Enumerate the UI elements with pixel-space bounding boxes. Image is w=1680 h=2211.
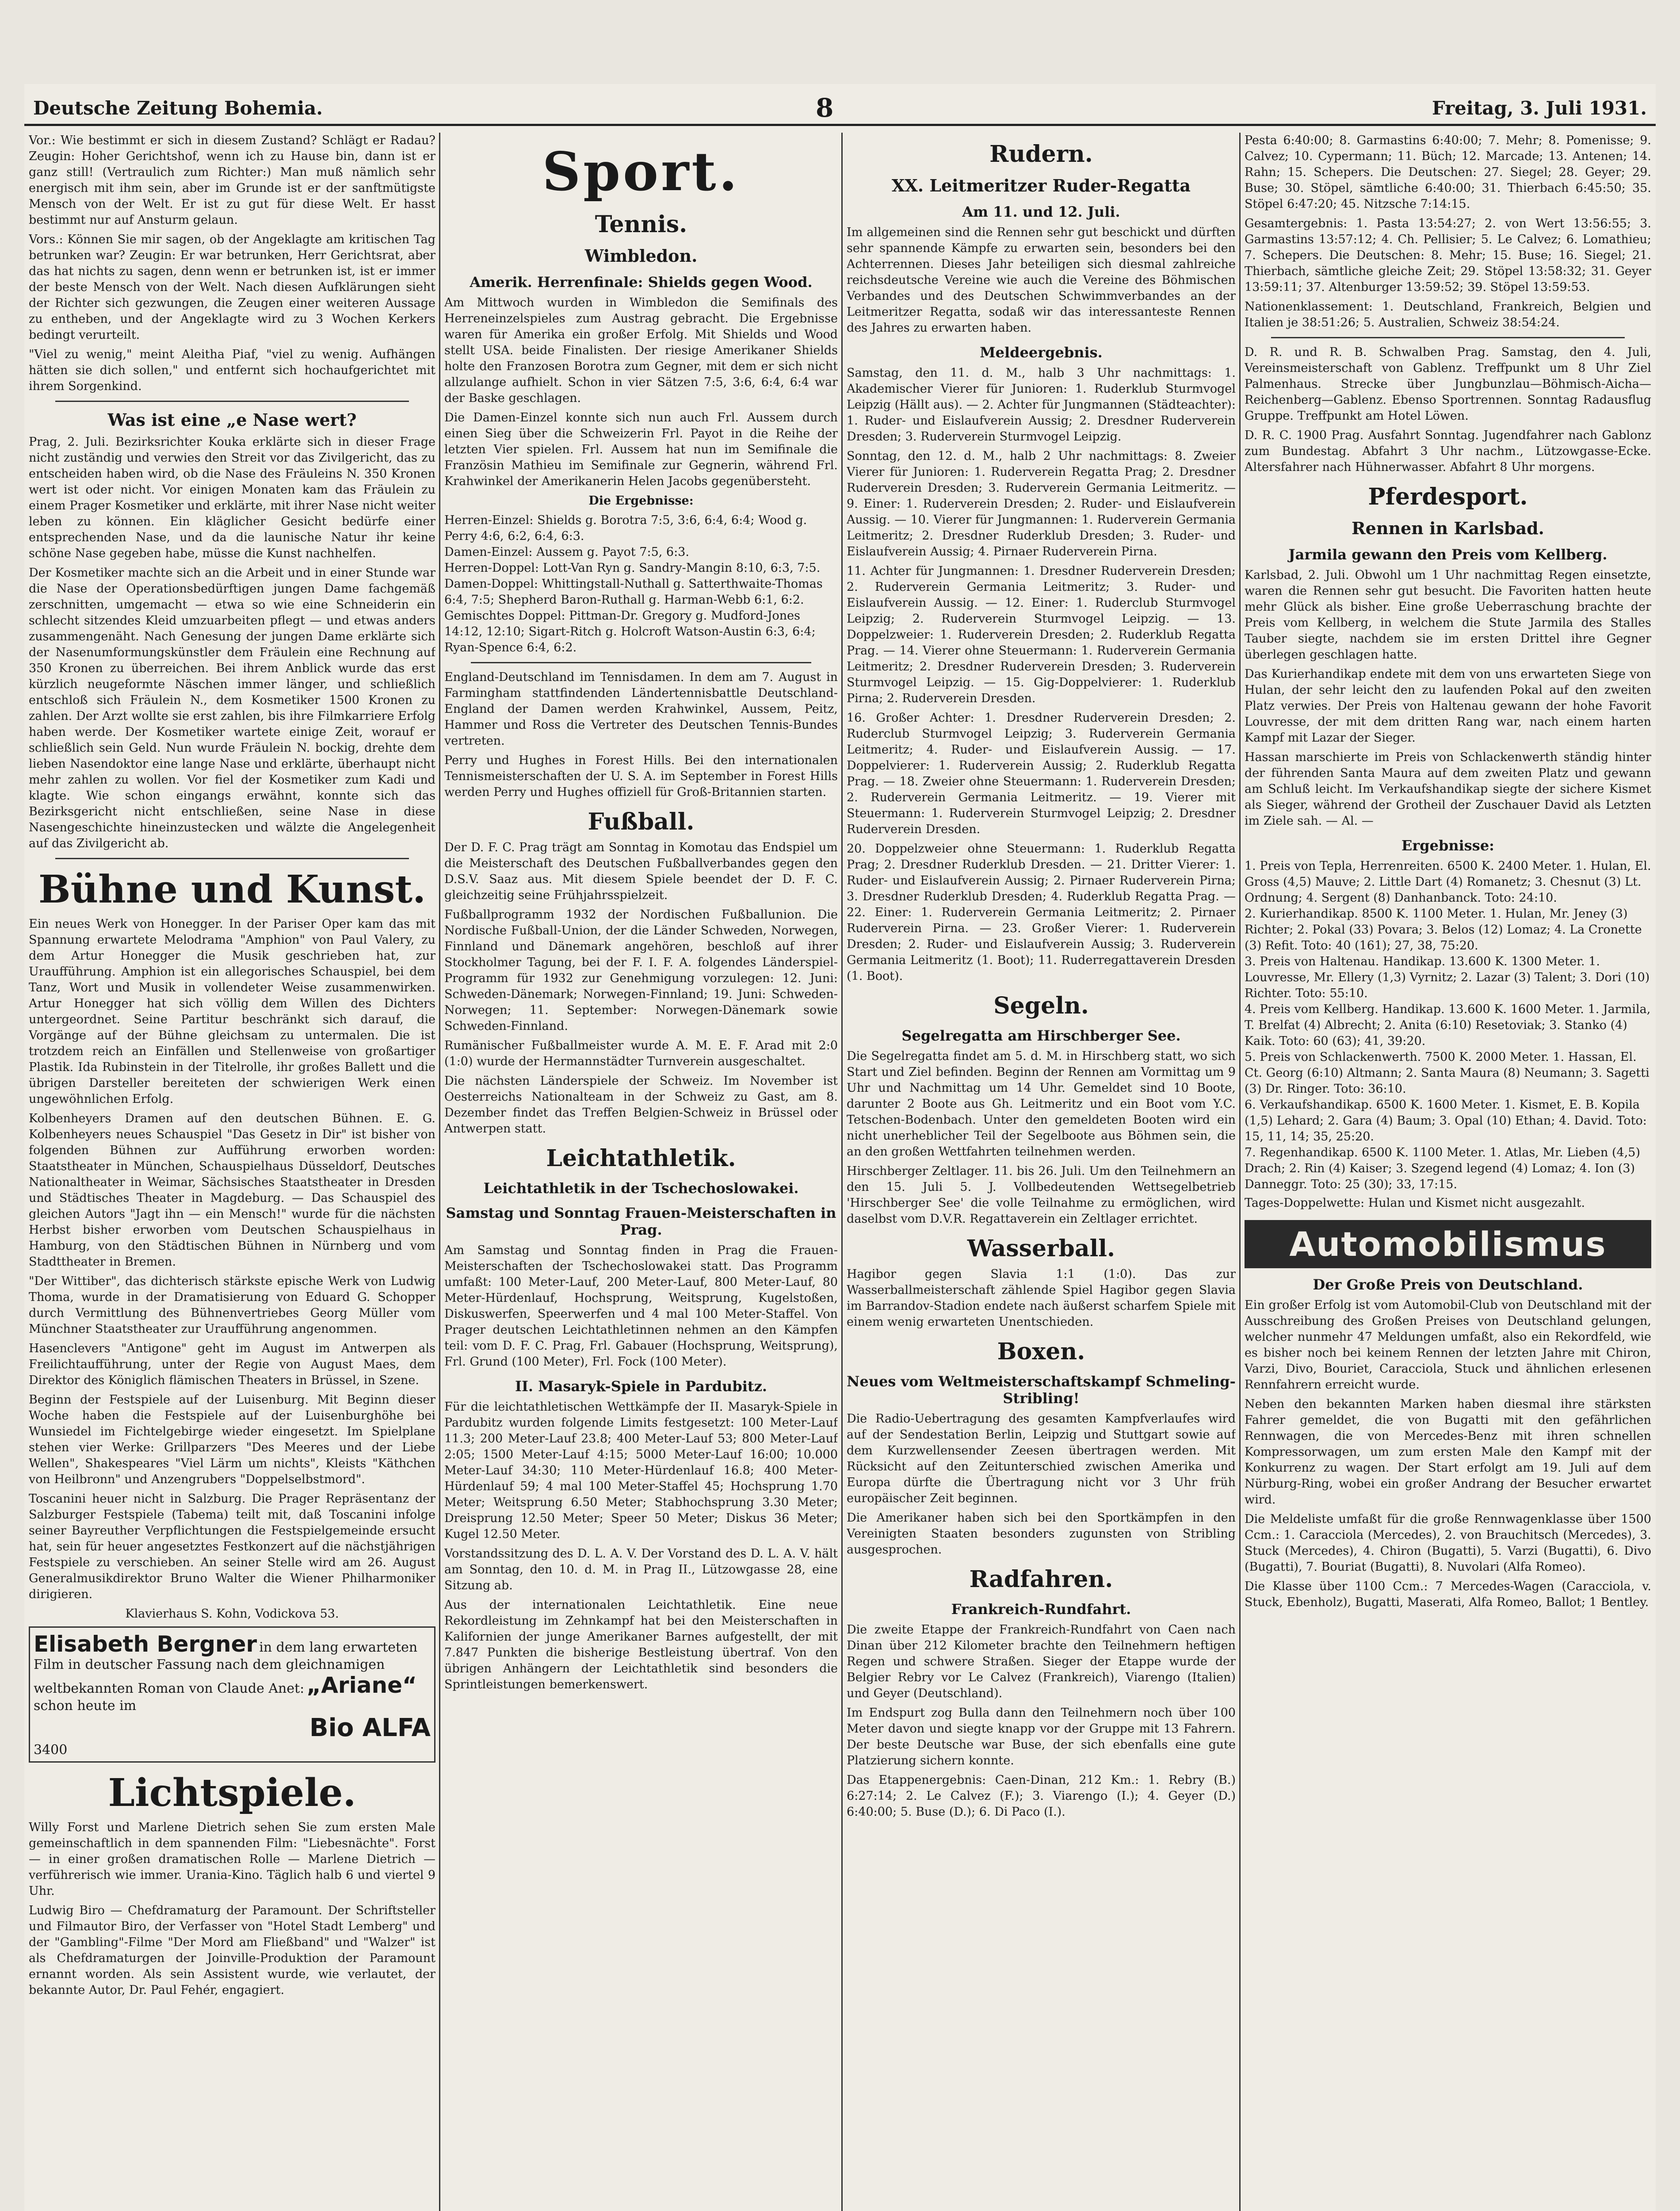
heading-segeln: Segeln. [993,992,1089,1019]
result-line: Tages-Doppelwette: Hulan und Kismet nicht ausgezahlt. [1245,1196,1585,1210]
advert-cinema: Bio ALFA [309,1714,431,1742]
subheading: Leichtathletik in der Tschechoslowakei. [483,1180,799,1197]
heading-regatta: XX. Leitmeritzer Ruder-Regatta [891,176,1191,195]
heading-tennis: Tennis. [595,211,687,238]
article-paragraph: D. R. C. 1900 Prag. Ausfahrt Sonntag. Jugendfahrer nach Gablonz zum Bundestag. Abfahrt 3 Uhr nachm., Lützowgasse-Ecke. Altersfahrer nach Hühnerwasser. Abfahrt 8 Uhr morgens. [1245,428,1651,474]
article-paragraph: Die Segelregatta findet am 5. d. M. in Hirschberg statt, wo sich Start und Ziel befinden. Beginn der Rennen am Vormittag um 9 Uhr und Nachmittag um 14 Uhr. Gemeldet sind 10 Boote, darunter 2 Boote aus Gh. Leitmeritz und ein Boot vom Y.C. Tetschen-Bodenbach. Unter den gemeldeten Booten wird ein nicht unerheblicher Teil der Segelboote aus Böhmen sein, die an den großen Wettfahrten teilnehmen werden. [847,1049,1236,1159]
heading-fussball: Fußball. [588,808,695,835]
heading-boxen: Boxen. [997,1338,1085,1365]
small-advert: Klavierhaus S. Kohn, Vodickova 53. [125,1607,339,1621]
article-paragraph: Vors.: Können Sie mir sagen, ob der Angeklagte am kritischen Tag betrunken war? Zeugin: Er war betrunken, Herr Gerichtsrat, aber das hat nichts zu sagen, denn wenn er betrunken ist, ist er immer der beste Mensch von der Welt. Nach diesen Aufklärungen sieht der Richter sich gezwungen, die Zeugen einer weiteren Aussage zu entheben, und der Angeklagte wird zu 3 Wochen Kerkers bedingt verurteilt. [29,233,435,342]
section-title-sport: Sport. [542,141,740,203]
advert-text: in dem lang erwarteten Film in deutscher Fassung nach dem gleichnamigen weltbekannten Roman von Claude Anet: [34,1640,418,1696]
article-paragraph: Die Klasse über 1100 Ccm.: 7 Mercedes-Wagen (Caracciola, v. Stuck, Ebenholz), Bugatti, Maserati, Alfa Romeo, Ballot; 1 Bentley. [1245,1580,1651,1609]
divider [1271,337,1625,338]
result-line: 1. Preis von Tepla, Herrenreiten. 6500 K. 2400 Meter. 1. Hulan, El. Gross (4,5) Mauve; 2. Little Dart (4) Romanetz; 3. Chesnut (3) Lt. Ordnung; 4. Sergent (8) Danhanbanck. Toto: 24:10. [1245,859,1651,905]
article-paragraph: Pesta 6:40:00; 8. Garmastins 6:40:00; 7. Mehr; 8. Pomenisse; 9. Calvez; 10. Cypermann; 11. Büch; 12. Marcade; 13. Antenen; 14. Rahn; 15. Schepers. Die Deutschen: 27. Siegel; 28. Geyer; 29. Buse; 30. Stöpel, sämtliche 6:40:00; 31. Thierbach 6:45:50; 35. Stöpel 6:47:20; 45. Nitzsche 7:14:15. [1245,134,1651,211]
heading-date: Am 11. und 12. Juli. [962,203,1120,220]
headline-nose: Was ist eine „e Nase wert? [107,410,357,430]
article-paragraph: Das Etappenergebnis: Caen-Dinan, 212 Km.: 1. Rebry (B.) 6:27:14; 2. Le Calvez (F.); 3. Viarengo (I.); 4. Geyer (D.) 6:40:00; 5. Buse (D.); 6. Di Paco (I.). [847,1773,1236,1819]
article-paragraph: Gesamtergebnis: 1. Pasta 13:54:27; 2. von Wert 13:56:55; 3. Garmastins 13:57:12; 4. Ch. Pellisier; 5. Le Calvez; 6. Lomathieu; 7. Schepers. Die Deutschen: 8. Mehr; 15. Buse; 16. Siegel; 21. Thierbach, sämtliche gleiche Zeit; 29. Stöpel 13:58:32; 31. Geyer 13:59:11; 37. Altenburger 13:59:52; 39. Stöpel 13:59:53. [1245,217,1651,294]
article-paragraph: Hassan marschierte im Preis von Schlackenwerth ständig hinter der führenden Santa Maura auf dem zweiten Platz und gewann am Schluß leicht. Im Verkaufshandikap siegte der sichere Kismet als Sieger, während der Grotheil der Zuschauer David als Letzten im Ziele sah. — Al. — [1245,750,1651,828]
heading-rudern: Rudern. [989,141,1093,168]
article-paragraph: Ein neues Werk von Honegger. In der Pariser Oper kam das mit Spannung erwartete Melodrama "Amphion" von Paul Valery, zu dem Artur Honegger die Musik geschrieben hat, zur Uraufführung. Amphion ist ein allegorisches Schauspiel, bei dem Tanz, Wort und Musik in vollendeter Weise zusammenwirken. Artur Honegger hat sich völlig dem Willen des Dichters untergeordnet. Seine Partitur beschränkt sich darauf, die Vorgänge auf der Bühne gleichsam zu untermalen. Die ist trotzdem reich an Einfällen und Stellenweise von großartiger Plastik. Ida Rubinstein in der Titelrolle, ihr großes Ballett und die übrigen Darsteller bereiteten der schwierigen Werk einen ungewöhnlichen Erfolg. [29,917,435,1106]
issue-date: Freitag, 3. Juli 1931. [1432,97,1647,119]
article-paragraph: Die zweite Etappe der Frankreich-Rundfahrt von Caen nach Dinan über 212 Kilometer brachte den Teilnehmern heftigen Regen und schwere Straßen. Sieger der Etappe wurde der Belgier Rebry vor Le Calvez (Frankreich), Viarengo (Italien) und Geyer (Deutschland). [847,1623,1236,1700]
result-line: Herren-Einzel: Shields g. Borotra 7:5, 3:6, 6:4, 6:4; Wood g. Perry 4:6, 6:2, 6:4, 6:3. [444,513,807,543]
article-paragraph: "Viel zu wenig," meint Aleitha Piaf, "viel zu wenig. Aufhängen hätten sie dich sollen," und entfernt sich hochaufgerichtet mit ihrem Sorgenkind. [29,348,435,393]
page-header [24,84,1656,126]
subheading: Samstag und Sonntag Frauen-Meisterschaften in Prag. [446,1205,836,1238]
section-banner-auto: Automobilismus [1245,1220,1651,1268]
divider [55,858,409,859]
heading-leichtathletik: Leichtathletik. [546,1145,736,1172]
article-paragraph: D. R. und R. B. Schwalben Prag. Samstag, den 4. Juli, Vereinsmeisterschaft von Gablenz. Treffpunkt um 8 Uhr Ziel Palmenhaus. Strecke über Jungbunzlau—Böhmisch-Aicha—Reichenberg—Gablenz. Ebenso Sportrennen. Sonntag Radausflug Gruppe. Treffpunkt am Hotel Löwen. [1245,345,1651,423]
result-line: Damen-Einzel: Aussem g. Payot 7:5, 6:3. [444,545,689,559]
subheading: Jarmila gewann den Preis vom Kellberg. [1288,546,1607,563]
article-paragraph: Im Endspurt zog Bulla dann den Teilnehmern noch über 100 Meter davon und siegte knapp vor der Gruppe mit 13 Fahrern. Der beste Deutsche war Buse, der sich ebenfalls eine gute Platzierung sichern konnte. [847,1706,1236,1767]
article-paragraph: Hirschberger Zeltlager. 11. bis 26. Juli. Um den Teilnehmern an den 15. Juli 5. J. Vollbedeutenden Wettsegelbetrieb 'Hirschberger See' die volle Teilnahme zu ermöglichen, wird daselbst vom D.V.R. Regattaverein ein Zeltlager errichtet. [847,1164,1236,1226]
column-4 [1245,133,1651,2211]
article-paragraph: 16. Großer Achter: 1. Dresdner Ruderverein Dresden; 2. Ruderclub Sturmvogel Leipzig; 3. Ruderverein Germania Leitmeritz; 4. Ruder- und Eislaufverein Aussig. — 17. Doppelvierer: 1. Ruderverein Aussig; 2. Ruderklub Regatta Prag. — 18. Zweier ohne Steuermann: 1. Ruderverein Dresden; 2. Ruderverein Germania Leitmeritz. — 19. Vierer mit Steuermann: 1. Ruderverein Sturmvogel Leipzig; 2. Dresdner Ruderverein Dresden. [847,711,1236,836]
article-paragraph: Am Mittwoch wurden in Wimbledon die Semifinals des Herreneinzelspieles zum Austrag gebracht. Die Ergebnisse waren für Amerika ein großer Erfolg. Mit Shields und Wood stellt USA. beide Finalisten. Der riesige Amerikaner Shields holte den Franzosen Borotra zum Gegner, mit dem er sich nicht allzulange aufhielt. Schon in vier Sätzen 7:5, 3:6, 6:4, 6:4 war der Baske geschlagen. [444,296,838,405]
heading-pferdesport: Pferdesport. [1368,483,1528,510]
result-line: 7. Regenhandikap. 6500 K. 1100 Meter. 1. Atlas, Mr. Lieben (4,5) Drach; 2. Rin (4) Kaiser; 3. Szegend legend (4) Lomaz; 4. Ion (3) Danneggr. Toto: 25 (30); 33, 17:15. [1245,1146,1640,1191]
heading-final: Amerik. Herrenfinale: Shields gegen Wood. [470,274,813,291]
article-paragraph: Prag, 2. Juli. Bezirksrichter Kouka erklärte sich in dieser Frage nicht zuständig und verwies den Streit vor das Zivilgericht, das zu entscheiden haben wird, ob die Nase des Fräuleins N. 350 Kronen wert ist oder nicht. Vor einigen Monaten kam das Fräulein zu einem Prager Kosmetiker und erklärte, mit ihrer Nase nicht weiter leben zu können. Ein kläglicher Gesicht bedürfe einer entsprechenden Nase, und da die launische Natur ihr keine schöne Nase gegeben habe, müsse die Kunst nachhelfen. [29,435,435,560]
section-title-buehne: Bühne und Kunst. [38,867,426,912]
article-paragraph: Karlsbad, 2. Juli. Obwohl um 1 Uhr nachmittag Regen einsetzte, waren die Rennen sehr gut besucht. Die Favoriten hatten heute mehr Glück als bisher. Eine große Ueberraschung brachte der Preis vom Kellberg, in welchem die Stute Jarmila des Stalles Tauber siegte, nachdem sie im ersten Drittel ihre Gegner überlegen geschlagen hatte. [1245,568,1651,662]
article-paragraph: Willy Forst und Marlene Dietrich sehen Sie zum ersten Male gemeinschaftlich in dem spannenden Film: "Liebesnächte". Forst — in einer großen dramatischen Rolle — Marlene Dietrich — verführerisch wie immer. Urania-Kino. Täglich halb 6 und viertel 9 Uhr. [29,1821,435,1898]
article-paragraph: Sonntag, den 12. d. M., halb 2 Uhr nachmittags: 8. Zweier Vierer für Junioren: 1. Ruderverein Regatta Prag; 2. Dresdner Ruderverein Dresden; 3. Ruderverein Germania Leitmeritz. — 9. Einer: 1. Ruderverein Dresden; 2. Ruder- und Eislaufverein Aussig. — 10. Vierer für Jungmannen: 1. Ruderverein Germania Leitmeritz; 2. Dresdner Ruderklub Dresden; 3. Ruder- und Eislaufverein Aussig; 4. Pirnaer Ruderverein Pirna. [847,449,1236,558]
article-paragraph: Ludwig Biro — Chefdramaturg der Paramount. Der Schriftsteller und Filmautor Biro, der Verfasser von "Hotel Stadt Lemberg" und der "Gambling"-Filme "Der Mord am Fließband" und "Walzer" ist als Chefdramaturgen der Joinville-Produktion der Paramount ernannt worden. Als sein Assistent wurde, wie verlautet, der bekannte Autor, Dr. Paul Fehér, engagiert. [29,1904,435,1997]
heading-wimbledon: Wimbledon. [584,246,698,266]
advert-film-title: „Ariane“ [306,1672,417,1698]
result-line: 4. Preis vom Kellberg. Handikap. 13.600 K. 1600 Meter. 1. Jarmila, T. Brelfat (4) Albrecht; 2. Anita (6:10) Resetoviak; 3. Stanko (4) Kaik. Toto: 60 (63); 41, 39:20. [1245,1002,1651,1048]
article-paragraph: Die Radio-Uebertragung des gesamten Kampfverlaufes wird auf der Sendestation Berlin, Leipzig und Stuttgart sowie auf dem Kurzwellensender Zeesen übertragen werden. Mit Rücksicht auf den Zeitunterschied zwischen Amerika und Europa dürfte die Übertragung nicht vor 3 Uhr früh europäischer Zeit beginnen. [847,1412,1236,1505]
article-paragraph: Hasenclevers "Antigone" geht im August im Antwerpen als Freilichtaufführung, unter der Regie von August Maes, dem Direktor des Königlich flämischen Theaters in Brüssel, in Szene. [29,1342,435,1387]
column-rule [439,133,440,2211]
heading-wasserball: Wasserball. [967,1235,1115,1262]
column-3 [847,133,1236,2211]
result-line: 2. Kurierhandikap. 8500 K. 1100 Meter. 1. Hulan, Mr. Jeney (3) Richter; 2. Pokal (33) Povara; 3. Belos (12) Lomaz; 4. La Cronette (3) Refit. Toto: 40 (161); 27, 38, 75:20. [1245,907,1642,952]
result-line: 3. Preis von Haltenau. Handikap. 13.600 K. 1300 Meter. 1. Louvresse, Mr. Ellery (1,3) Vyrnitz; 2. Lazar (3) Talent; 3. Dori (10) Richter. Toto: 55:10. [1245,955,1650,1000]
advert-soon: schon heute im [34,1698,137,1714]
article-paragraph: Perry und Hughes in Forest Hills. Bei den internationalen Tennismeisterschaften der U. S. A. im September in Forest Hills werden Perry und Hughes offiziell für Groß-Britannien starten. [444,754,838,799]
divider [55,401,409,402]
result-line: Gemischtes Doppel: Pittman-Dr. Gregory g. Mudford-Jones 14:12, 12:10; Sigart-Ritch g. Holcroft Watson-Austin 6:3, 6:4; Ryan-Spence 6:4, 6:2. [444,609,816,654]
article-paragraph: Im allgemeinen sind die Rennen sehr gut beschickt und dürften sehr spannende Kämpfe zu erwarten sein, besonders bei den Achterrennen. Dieses Jahr beteiligen sich diesmal zahlreiche reichsdeutsche Vereine wie auch die Vereine des Böhmischen Verbandes und des Deutschen Schwimmverbandes an der Leitmeritzer Regatta, sodaß wir das interessanteste Rennen des Jahres zu erwarten haben. [847,226,1236,335]
article-paragraph: 20. Doppelzweier ohne Steuermann: 1. Ruderklub Regatta Prag; 2. Dresdner Ruderklub Dresden. — 21. Dritter Vierer: 1. Ruder- und Eislaufverein Aussig; 2. Pirnaer Ruderverein Pirna; 3. Dresdner Ruderklub Dresden; 4. Ruderklub Regatta Prag. — 22. Einer: 1. Ruderverein Germania Leitmeritz; 2. Pirnaer Ruderverein Pirna. — 23. Großer Vierer: 1. Ruderverein Dresden; 2. Ruder- und Eislaufverein Aussig; 3. Ruderverein Germania Leitmeritz (1. Boot); 11. Ruderregattaverein Dresden (1. Boot). [847,842,1236,983]
subheading: Frankreich-Rundfahrt. [951,1601,1131,1618]
article-paragraph: Toscanini heuer nicht in Salzburg. Die Prager Repräsentanz der Salzburger Festspiele (Tabema) teilt mit, daß Toscanini infolge seiner Bayreuther Verpflichtungen die Festspielgemeinde ersucht hat, sein für heuer angesetztes Festkonzert auf die nächstjährigen Festspiele zu verschieben. An seiner Stelle wird am 26. August Generalmusikdirektor Bruno Walter die Wiener Philharmoniker dirigieren. [29,1492,435,1601]
article-paragraph: Am Samstag und Sonntag finden in Prag die Frauen-Meisterschaften der Tschechoslowakei statt. Das Programm umfaßt: 100 Meter-Lauf, 200 Meter-Lauf, 800 Meter-Lauf, 80 Meter-Hürdenlauf, Hochsprung, Weitsprung, Kugelstoßen, Diskuswerfen, Speerwerfen und 4 mal 100 Meter-Staffel. Von Prager deutschen Leichtathletinnen nehmen an den Kämpfen teil: vom D. F. C. Prag, Frl. Gabauer (Hochsprung, Weitsprung), Frl. Grund (100 Meter), Frl. Fock (100 Meter). [444,1243,838,1369]
article-paragraph: Ein großer Erfolg ist vom Automobil-Club von Deutschland mit der Ausschreibung des Großen Preises von Deutschland gelungen, welcher nunmehr 47 Meldungen umfaßt, also ein Rekordfeld, wie es bisher noch bei keinem Rennen der letzten Jahre mit Chiron, Varzi, Divo, Bouriet, Caracciola, Stuck und ähnlichen erlesenen Rennfahrern erreicht wurde. [1245,1298,1651,1392]
article-paragraph: Die Damen-Einzel konnte sich nun auch Frl. Aussem durch einen Sieg über die Schweizerin Frl. Payot in die Reihe der letzten Vier spielen. Frl. Aussem hat nun im Semifinale die Französin Mathieu im Semifinale zur Gegnerin, während Frl. Krahwinkel der Amerikanerin Helen Jacobs gegenübersteht. [444,411,838,488]
result-line: 6. Verkaufshandikap. 6500 K. 1600 Meter. 1. Kismet, E. B. Kopila (1,5) Lehard; 2. Gara (4) Baum; 3. Opal (10) Ethan; 4. David. Toto: 15, 11, 14; 35, 25:20. [1245,1098,1647,1144]
article-paragraph: Die Meldeliste umfaßt für die große Rennwagenklasse über 1500 Ccm.: 1. Caracciola (Mercedes), 2. von Brauchitsch (Mercedes), 3. Stuck (Mercedes), 4. Chiron (Bugatti), 5. Varzi (Bugatti), 6. Divo (Bugatti), 7. Bouriat (Bugatti), 8. Nuvolari (Alfa Romeo). [1245,1512,1651,1574]
article-paragraph: Die nächsten Länderspiele der Schweiz. Im November ist Oesterreichs Nationalteam in der Schweiz zu Gast, am 8. Dezember findet das Treffen Belgien-Schweiz in Brüssel oder Antwerpen statt. [444,1074,838,1136]
article-paragraph: Der D. F. C. Prag trägt am Sonntag in Komotau das Endspiel um die Meisterschaft des Deutschen Fußballverbandes gegen den D.S.V. Saaz aus. Mit diesem Spiele beendet der D. F. C. gleichzeitig seine Frühjahrsspielzeit. [444,841,838,902]
divider [471,662,811,663]
article-paragraph: Hagibor gegen Slavia 1:1 (1:0). Das zur Wasserballmeisterschaft zählende Spiel Hagibor gegen Slavia im Barrandov-Stadion endete nach äußerst scharfem Spiele mit einem wenig erwarteten Unentschieden. [847,1267,1236,1329]
subheading: Neues vom Weltmeisterschaftskampf Schmeling-Stribling! [847,1373,1236,1407]
subheading: Segelregatta am Hirschberger See. [901,1027,1181,1044]
article-paragraph: Neben den bekannten Marken haben diesmal ihre stärksten Fahrer gemeldet, die von Bugatti mit den gefährlichen Rennwagen, die von Mercedes-Benz mit ihren schnellen Kompressorwagen, um zum ersten Male den Kampf mit der Konkurrenz zu wagen. Der Start erfolgt am 19. Juli auf dem Nürburg-Ring, wobei ein großer Andrang der Besucher erwartet wird. [1245,1397,1651,1507]
article-paragraph: Vorstandssitzung des D. L. A. V. Der Vorstand des D. L. A. V. hält am Sonntag, den 10. d. M. in Prag II., Lützowgasse 28, eine Sitzung ab. [444,1547,838,1592]
result-line: 5. Preis von Schlackenwerth. 7500 K. 2000 Meter. 1. Hassan, El. Ct. Georg (6:10) Altmann; 2. Santa Maura (8) Neumann; 3. Sagetti (3) Dr. Ringer. Toto: 36:10. [1245,1050,1649,1096]
column-rule [841,133,843,2211]
article-paragraph: "Der Wittiber", das dichterisch stärkste epische Werk von Ludwig Thoma, wurde in der Dramatisierung von Eduard G. Schopper durch Vermittlung des Bühnenvertriebes Georg Müller vom Münchner Staatstheater zur Uraufführung angenommen. [29,1274,435,1336]
article-paragraph: 11. Achter für Jungmannen: 1. Dresdner Ruderverein Dresden; 2. Ruderverein Germania Leitmeritz; 3. Ruder- und Eislaufverein Aussig. — 12. Einer: 1. Ruderclub Sturmvogel Leipzig; 2. Ruderverein Sturmvogel Leipzig. — 13. Doppelzweier: 1. Ruderverein Dresden; 2. Ruderklub Regatta Prag. — 14. Vierer ohne Steuermann: 1. Ruderverein Germania Leitmeritz; 2. Dresdner Ruderverein Dresden; 3. Ruderverein Sturmvogel Leipzig. — 15. Gig-Doppelvierer: 1. Ruderklub Pirna; 2. Ruderverein Dresden. [847,564,1236,705]
article-paragraph: Beginn der Festspiele auf der Luisenburg. Mit Beginn dieser Woche haben die Festspiele auf der Luisenburghöhe bei Wunsiedel im Fichtelgebirge wieder eingesetzt. Im Spielplane stehen vier Werke: Grillparzers "Des Meeres und der Liebe Wellen", Shakespeares "Viel Lärm um nichts", Kleists "Käthchen von Heilbronn" und Anzengrubers "Doppelselbstmord". [29,1393,435,1486]
article-paragraph: Vor.: Wie bestimmt er sich in diesem Zustand? Schlägt er Radau? Zeugin: Hoher Gerichtshof, wenn ich zu Hause bin, dann ist er ganz still! (Vertraulich zum Richter:) Man muß nämlich sehr energisch mit ihm sein, aber im Grunde ist er der sanftmütigste Mensch von der Welt. Er ist zu gut für diese Welt. Er hasst bestimmt nur auf Ansturm gelaun. [29,134,435,227]
result-line: Damen-Doppel: Whittingstall-Nuthall g. Satterthwaite-Thomas 6:4, 7:5; Shepherd Baron-Ruthall g. Harman-Webb 6:1, 6:2. [444,577,823,607]
article-paragraph: Fußballprogramm 1932 der Nordischen Fußballunion. Die Nordische Fußball-Union, der die Länder Schweden, Norwegen, Finnland und Dänemark angehören, beschloß auf ihrer Stockholmer Tagung, bei der F. I. F. A. folgendes Länderspiel-Programm für 1932 zur Genehmigung vorzulegen: 12. Juni: Schweden-Dänemark; Norwegen-Finnland; 19. Juni: Schweden-Norwegen; 11. September: Norwegen-Dänemark sowie Schweden-Finnland. [444,908,838,1033]
article-paragraph: Die Amerikaner haben sich bei den Sportkämpfen in den Vereinigten Staaten besonders zugunsten von Stribling ausgesprochen. [847,1511,1236,1557]
article-paragraph: Samstag, den 11. d. M., halb 3 Uhr nachmittags: 1. Akademischer Vierer für Junioren: 1. Ruderklub Sturmvogel Leipzig (Hällt aus). — 2. Achter für Jungmannen (Städteachter): 1. Ruder- und Eislaufverein Aussig; 2. Dresdner Ruderverein Dresden; 3. Ruderverein Sturmvogel Leipzig. [847,366,1236,444]
column-1 [29,133,435,2211]
advert-name: Elisabeth Bergner [34,1631,257,1657]
article-paragraph: Das Kurierhandikap endete mit dem von uns erwarteten Siege von Hulan, der sehr leicht den zu laufenden Pokal auf den zweiten Platz verwies. Der Preis von Haltenau gewann der hohe Favorit Louvresse, der mit dem dritten Rang war, nach einem harten Kampf mit Lazar der Sieger. [1245,667,1651,745]
article-paragraph: Rumänischer Fußballmeister wurde A. M. E. F. Arad mit 2:0 (1:0) wurde der Hermannstädter Turnverein ausgeschaltet. [444,1039,838,1068]
article-paragraph: England-Deutschland im Tennisdamen. In dem am 7. August in Farmingham stattfindenden Ländertennisbattle Deutschland-England der Damen werden Krahwinkel, Aussem, Peitz, Hammer und Ross die Vertreter des Deutschen Tennis-Bundes vertreten. [444,670,838,748]
article-paragraph: Der Kosmetiker machte sich an die Arbeit und in einer Stunde war die Nase der Operationsbedürftigen jungen Dame fachgemäß zerschnitten, umgemacht — etwa so wie eine Schneiderin ein schlecht sitzendes Kleid umzuarbeiten pflegt — und etwas anders zusammengenäht. Nach Genesung der jungen Dame erklärte sich der Nasenumformungskünstler dem Fräulein eine Rechnung auf 350 Kronen zu überreichen. Bei ihrem Anblick wurde das erst kürzlich neugeformte Näschen immer länger, und schließlich entschloß sich Fräulein N., dem Kosmetiker 1500 Kronen zu zahlen. Der Arzt wollte sie erst zahlen, bis ihre Filmkarriere Erfolg haben werde. Der Kosmetiker wartete einige Zeit, worauf er schließlich sein Geld. Nun wurde Fräulein N. bockig, drehte dem lieben Nasendoktor eine lange Nase und erklärte, überhaupt nicht mehr zahlen zu wollen. Vor fiel der Kosmetiker zum Kadi und klagte. Wie schon eingangs erwähnt, konnte sich das Bezirksgericht nicht entschließen, seine Nase in diese Nasengeschichte hineinzustecken und wälzte die Angelegenheit auf das Zivilgericht ab. [29,566,435,850]
section-title-lichtspiele: Lichtspiele. [108,1771,356,1815]
advert-number: 3400 [34,1742,68,1758]
subheading: Meldeergebnis. [980,344,1103,361]
page-number: 8 [816,93,834,123]
results-title: Ergebnisse: [1401,837,1494,854]
article-paragraph: Nationenklassement: 1. Deutschland, Frankreich, Belgien und Italien je 38:51:26; 5. Australien, Schweiz 38:54:24. [1245,300,1651,329]
heading-radfahren: Radfahren. [969,1566,1113,1593]
article-paragraph: Für die leichtathletischen Wettkämpfe der II. Masaryk-Spiele in Pardubitz wurden folgende Limits festgesetzt: 100 Meter-Lauf 11.3; 200 Meter-Lauf 23.8; 400 Meter-Lauf 53; 800 Meter-Lauf 2:05; 1500 Meter-Lauf 4:15; 5000 Meter-Lauf 16:00; 10.000 Meter-Lauf 34:30; 110 Meter-Hürdenlauf 16.8; 400 Meter-Hürdenlauf 59; 4 mal 100 Meter-Staffel 45; Hochsprung 1.70 Meter; Weitsprung 6.50 Meter; Stabhochsprung 3.30 Meter; Dreisprung 12.50 Meter; Speer 50 Meter; Diskus 36 Meter; Kugel 12.50 Meter. [444,1400,838,1541]
article-paragraph: Kolbenheyers Dramen auf den deutschen Bühnen. E. G. Kolbenheyers neues Schauspiel "Das Gesetz in Dir" ist bisher von folgenden Bühnen zur Aufführung erworben worden: Staatstheater in München, Schauspielhaus Düsseldorf, Deutsches Nationaltheater in Weimar, Sächsisches Staatstheater in Dresden und Städtisches Theater in Magdeburg. — Das Schauspiel des gleichen Autors "Jagt ihn — ein Mensch!" wurde für die nächsten Herbst bisher erworben vom Deutschen Schauspielhaus in Hamburg, von den Städtischen Bühnen in Nürnberg und vom Stadttheater in Bremen. [29,1112,435,1269]
subheading: II. Masaryk-Spiele in Pardubitz. [515,1378,767,1395]
newspaper-page [24,84,1656,2211]
heading-grand-prix: Der Große Preis von Deutschland. [1313,1276,1583,1293]
cinema-advert [29,1626,435,1763]
article-paragraph: Aus der internationalen Leichtathletik. Eine neue Rekordleistung im Zehnkampf hat bei den Meisterschaften in Kalifornien der junge Amerikaner Barnes aufgestellt, der mit 7.847 Punkten die bisherige Bestleistung übertraf. Von den übrigen Anhängern der Leichtathletik sind besonders die Sprintleistungen bemerkenswert. [444,1598,838,1691]
heading-karlsbad: Rennen in Karlsbad. [1352,518,1544,538]
column-rule [1239,133,1241,2211]
newspaper-name: Deutsche Zeitung Bohemia. [33,97,323,119]
column-2 [444,133,838,2211]
result-line: Herren-Doppel: Lott-Van Ryn g. Sandry-Mangin 8:10, 6:3, 7:5. [444,561,821,575]
results-title: Die Ergebnisse: [588,494,694,508]
